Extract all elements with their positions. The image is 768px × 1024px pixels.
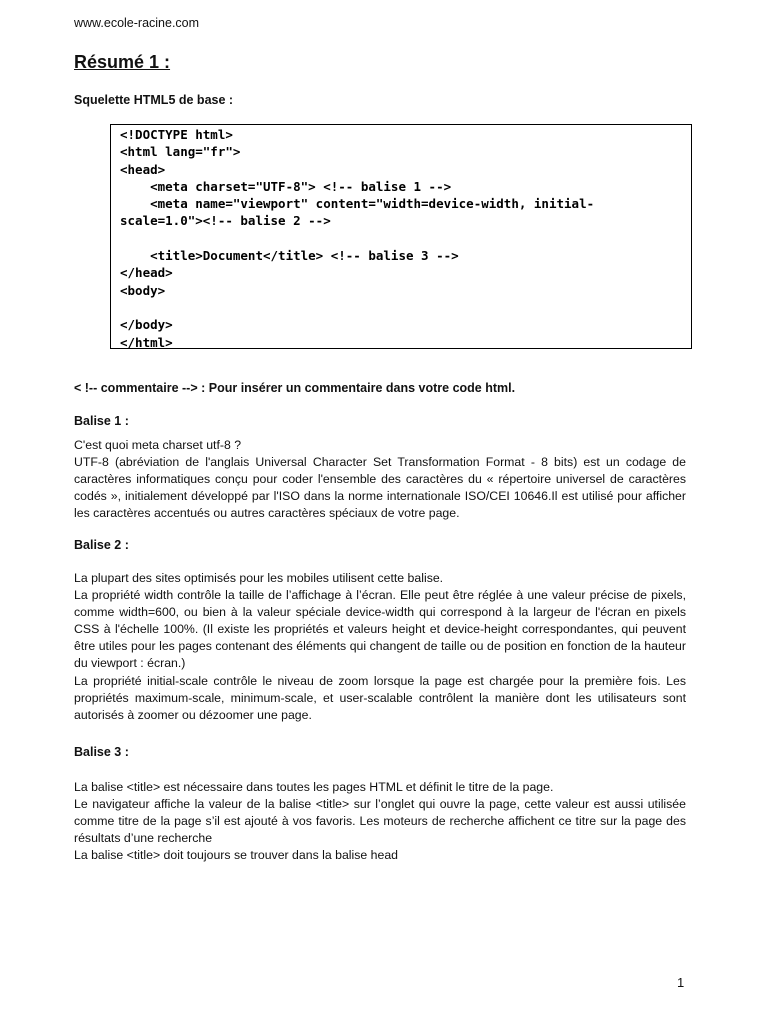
- code-line: <meta charset="UTF-8"> <!-- balise 1 -->: [120, 178, 452, 194]
- code-box: [110, 124, 692, 349]
- balise3-paragraph: La balise <title> est nécessaire dans toutes les pages HTML et définit le titre de la page.: [74, 780, 554, 794]
- code-line: </html>: [120, 334, 173, 350]
- balise2-paragraph: La plupart des sites optimisés pour les mobiles utilisent cette balise.: [74, 571, 444, 585]
- balise3-section: [74, 779, 686, 864]
- balise2-heading: Balise 2 :: [74, 538, 129, 552]
- balise3-heading: Balise 3 :: [74, 745, 129, 759]
- page-number: 1: [677, 975, 685, 990]
- code-line: <!DOCTYPE html>: [120, 127, 233, 142]
- site-url: www.ecole-racine.com: [74, 16, 200, 30]
- comment-explanation: < !-- commentaire --> : Pour insérer un commentaire dans votre code html.: [74, 381, 516, 395]
- section-subtitle: Squelette HTML5 de base :: [74, 93, 234, 107]
- code-line: <body>: [120, 282, 166, 298]
- code-line: <html lang="fr">: [120, 144, 241, 160]
- page-title: Résumé 1 :: [74, 52, 171, 72]
- code-line: <title>Document</title> <!-- balise 3 -->: [120, 248, 459, 264]
- balise2-paragraph: La propriété initial-scale contrôle le niveau de zoom lorsque la page est chargée pour la première fois. Les propriétés maximum-scale, minimum-scale, et user-scalable contrôlent la manière dont les utilisateurs sont autorisés à zoomer ou dézoomer une page.: [74, 673, 686, 722]
- balise3-paragraph: Le navigateur affiche la valeur de la balise <title> sur l’onglet qui ouvre la page, cette valeur est aussi utilisée comme titre de la page s’il est ajouté à vos favoris. Les moteurs de recherche affichent ce titre sur la page des résultats d’une recherche: [74, 797, 686, 846]
- balise1-question: C'est quoi meta charset utf-8 ?: [74, 438, 242, 452]
- code-line: </head>: [120, 265, 173, 281]
- balise2-section: [74, 570, 686, 724]
- code-line: scale=1.0"><!-- balise 2 -->: [120, 213, 331, 229]
- balise1-heading: Balise 1 :: [74, 414, 129, 428]
- code-line: </body>: [120, 317, 173, 333]
- balise1-paragraph: UTF-8 (abréviation de l'anglais Universal Character Set Transformation Format - 8 bits) est un codage de caractères informatiques conçu pour coder l'ensemble des caractères du « répertoire universel de caractères codés », initialement développé par l'ISO dans la norme internationale ISO/CEI 10646.Il est utilisé pour afficher les caractères accentués ou autres caractères spéciaux de votre page.: [74, 455, 686, 521]
- balise2-paragraph: La propriété width contrôle la taille de l’affichage à l’écran. Elle peut être réglée à une valeur précise de pixels, comme width=600, ou bien à la valeur spéciale device-width qui correspond à la largeur de l'écran en pixels CSS à l'échelle 100%. (Il existe les propriétés et valeurs height et device-height correspondantes, qui peuvent être utiles pour les pages contenant des éléments qui changent de taille ou de position en fonction de la hauteur du viewport : écran.): [74, 588, 686, 671]
- balise1-section: [74, 437, 686, 522]
- code-line: <head>: [120, 161, 166, 177]
- code-listing: [120, 126, 682, 351]
- code-line: <meta name="viewport" content="width=device-width, initial-: [120, 196, 595, 212]
- balise3-paragraph: La balise <title> doit toujours se trouver dans la balise head: [74, 848, 399, 863]
